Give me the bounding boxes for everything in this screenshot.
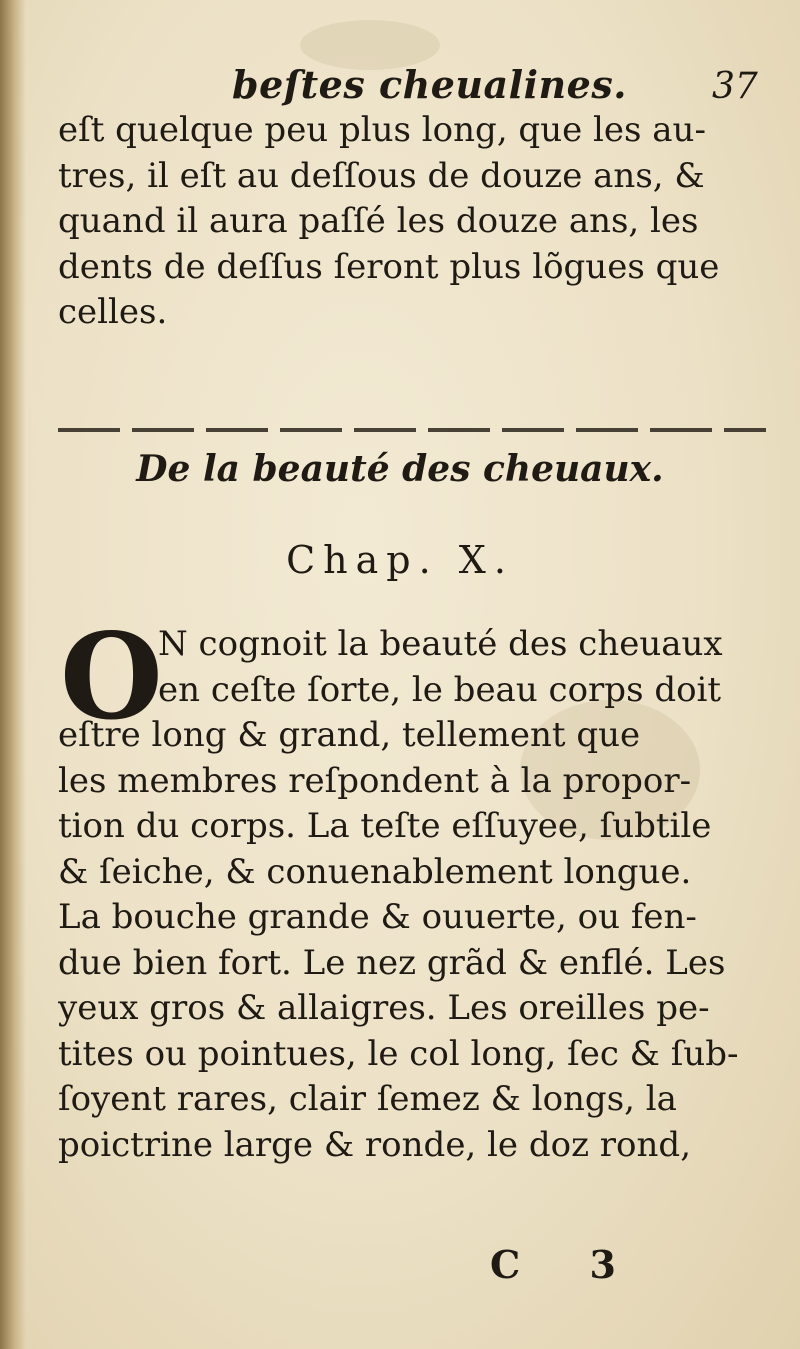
text-line: due bien fort. Le nez grãd & enflé. Les	[58, 942, 726, 983]
text-line: N cognoit la beauté des cheuaux	[158, 624, 723, 664]
section-divider	[58, 428, 766, 432]
running-head: beſtes cheualines.	[232, 62, 627, 107]
text-line: tres, il eſt au deſſous de douze ans, &	[58, 155, 705, 196]
text-line: les membres reſpondent à la propor-	[58, 760, 692, 801]
text-line: & ſeiche, & conuenablement longue.	[58, 851, 692, 892]
section-title: De la beauté des cheuaux.	[136, 448, 664, 490]
text-line: eſt quelque peu plus long, que les au-	[58, 110, 706, 150]
paragraph-one	[58, 108, 770, 336]
text-line: poictrine large & ronde, le doz rond,	[58, 1124, 692, 1165]
text-line: ſoyent rares, clair ſemez & longs, la	[58, 1079, 677, 1119]
chapter-heading: Chap. X.	[286, 538, 514, 582]
text-line: tion du corps. La teſte eſſuyee, ſubtile	[58, 806, 712, 846]
signature-mark: C 3	[490, 1242, 644, 1287]
text-line: tites ou pointues, le col long, ſec & ſub-	[58, 1033, 739, 1074]
text-line: en ceſte ſorte, le beau corps doit	[158, 669, 722, 710]
paragraph-two	[58, 622, 770, 1168]
drop-cap: O	[60, 607, 163, 746]
page-footer	[0, 1242, 800, 1292]
text-line: dents de deſſus ſeront plus lõgues que	[58, 246, 720, 287]
page-gutter	[0, 0, 26, 1349]
text-line: quand il aura paſſé les douze ans, les	[58, 201, 699, 241]
text-line: eſtre long & grand, tellement que	[58, 715, 641, 755]
text-line: celles.	[58, 292, 168, 332]
page-number: 37	[712, 66, 758, 107]
page-header	[0, 62, 800, 112]
text-line: La bouche grande & ouuerte, ou fen-	[58, 897, 697, 937]
text-line: yeux gros & allaigres. Les oreilles pe-	[58, 988, 710, 1028]
